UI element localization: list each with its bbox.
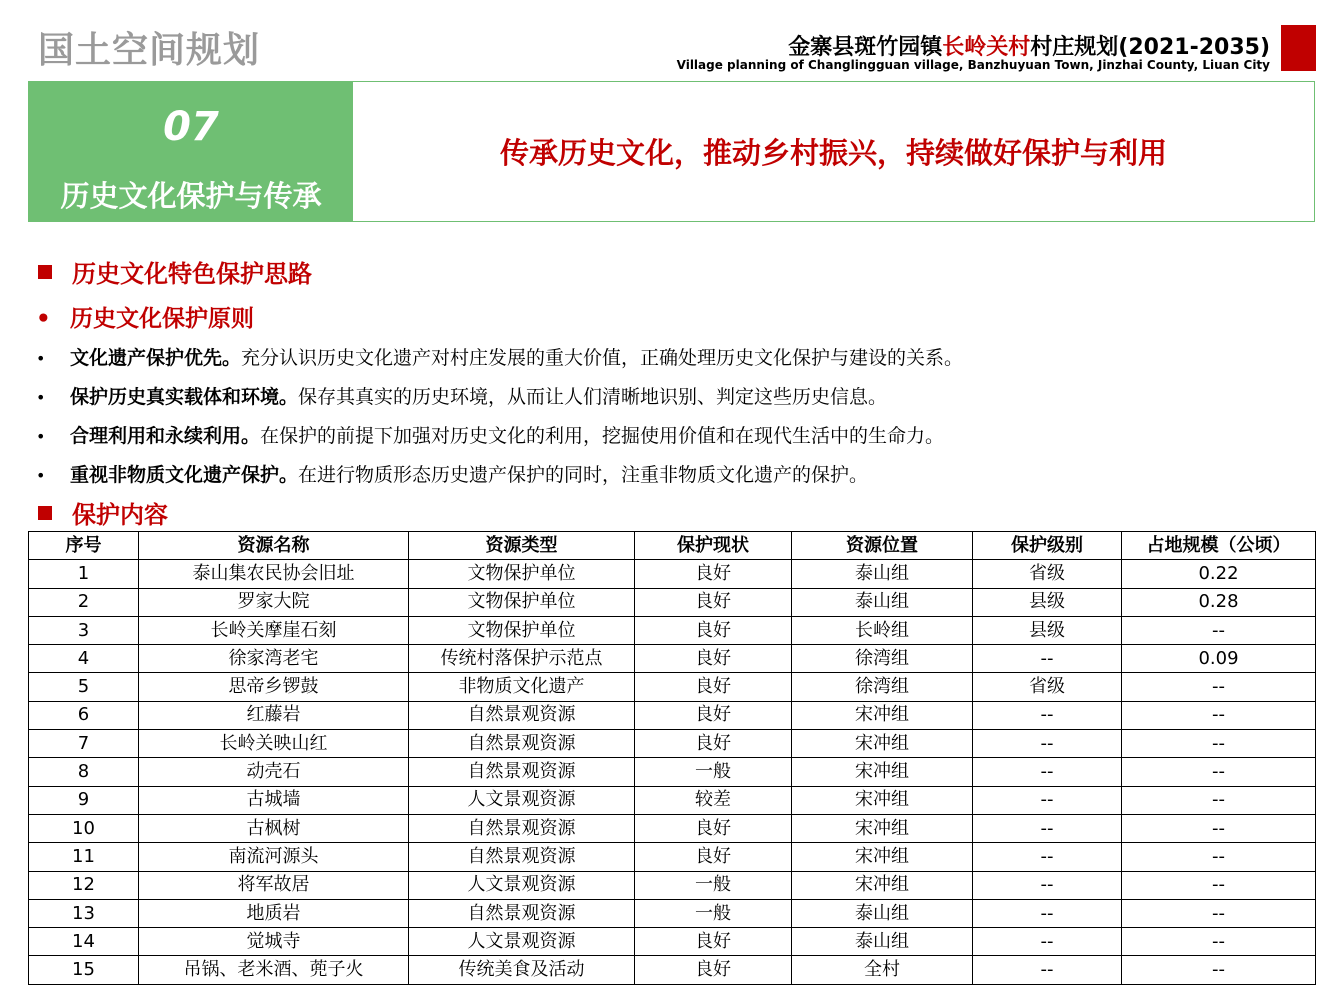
table-row	[29, 616, 1316, 644]
cell-status: 良好	[635, 730, 792, 758]
principle-text: 充分认识历史文化遗产对村庄发展的重大价值，正确处理历史文化保护与建设的关系。	[241, 347, 964, 369]
cell-status: 一般	[635, 758, 792, 786]
cell-index: 2	[29, 588, 139, 616]
cell-level: 县级	[973, 588, 1122, 616]
plan-subtitle: Village planning of Changlingguan village, Banzhuyuan Town, Jinzhai County, Liuan City	[676, 58, 1270, 72]
principle-title: 保护历史真实载体和环境。	[70, 386, 299, 408]
cell-status: 良好	[635, 701, 792, 729]
plan-title-village: 长岭关村	[942, 35, 1031, 60]
col-header: 资源名称	[139, 532, 409, 560]
cell-type: 人文景观资源	[409, 928, 635, 956]
table-row	[29, 588, 1316, 616]
table-row	[29, 673, 1316, 701]
cell-location: 泰山组	[792, 928, 973, 956]
cell-level: --	[973, 645, 1122, 673]
table-body	[29, 560, 1316, 984]
cell-index: 3	[29, 616, 139, 644]
cell-name: 泰山集农民协会旧址	[139, 560, 409, 588]
cell-index: 4	[29, 645, 139, 673]
cell-level: --	[973, 871, 1122, 899]
principle-item	[36, 421, 944, 448]
col-header: 资源类型	[409, 532, 635, 560]
cell-location: 徐湾组	[792, 673, 973, 701]
principle-text: 在保护的前提下加强对历史文化的利用，挖掘使用价值和在现代生活中的生命力。	[260, 425, 945, 447]
cell-name: 长岭关映山红	[139, 730, 409, 758]
table-row	[29, 956, 1316, 984]
cell-location: 宋冲组	[792, 843, 973, 871]
cell-type: 自然景观资源	[409, 814, 635, 842]
cell-location: 泰山组	[792, 560, 973, 588]
cell-status: 一般	[635, 899, 792, 927]
cell-level: --	[973, 701, 1122, 729]
table-row	[29, 730, 1316, 758]
cell-status: 较差	[635, 786, 792, 814]
cell-type: 人文景观资源	[409, 786, 635, 814]
cell-name: 罗家大院	[139, 588, 409, 616]
cell-level: --	[973, 928, 1122, 956]
principle-title: 文化遗产保护优先。	[70, 347, 242, 369]
dot-bullet-icon: •	[36, 466, 46, 485]
cell-type: 人文景观资源	[409, 871, 635, 899]
heading-protection-idea	[38, 254, 312, 289]
table-header-row	[29, 532, 1316, 560]
section-label	[29, 82, 353, 221]
cell-level: --	[973, 814, 1122, 842]
col-header: 保护现状	[635, 532, 792, 560]
cell-location: 泰山组	[792, 588, 973, 616]
cell-index: 15	[29, 956, 139, 984]
section-name: 历史文化保护与传承	[60, 179, 322, 213]
cell-index: 12	[29, 871, 139, 899]
cell-name: 南流河源头	[139, 843, 409, 871]
cell-area: --	[1122, 928, 1316, 956]
cell-area: --	[1122, 814, 1316, 842]
col-header: 资源位置	[792, 532, 973, 560]
cell-area: --	[1122, 616, 1316, 644]
cell-name: 古枫树	[139, 814, 409, 842]
principle-text: 保存其真实的历史环境，从而让人们清晰地识别、判定这些历史信息。	[298, 386, 888, 408]
heading-text: 历史文化特色保护思路	[72, 260, 312, 288]
principle-item	[36, 343, 963, 370]
cell-name: 觉城寺	[139, 928, 409, 956]
brand-title: 国土空间规划	[38, 30, 261, 71]
subheading-principles	[36, 300, 254, 333]
cell-name: 将军故居	[139, 871, 409, 899]
square-bullet-icon	[38, 506, 52, 520]
cell-status: 良好	[635, 616, 792, 644]
plan-title-pre: 金寨县斑竹园镇	[788, 35, 943, 60]
cell-status: 一般	[635, 871, 792, 899]
cell-location: 宋冲组	[792, 871, 973, 899]
section-banner	[28, 81, 1315, 222]
red-accent-block	[1281, 25, 1316, 71]
cell-index: 7	[29, 730, 139, 758]
section-slogan: 传承历史文化，推动乡村振兴，持续做好保护与利用	[499, 136, 1167, 170]
col-header: 保护级别	[973, 532, 1122, 560]
col-header: 序号	[29, 532, 139, 560]
cell-type: 非物质文化遗产	[409, 673, 635, 701]
cell-level: --	[973, 758, 1122, 786]
dot-bullet-icon: •	[36, 349, 46, 368]
section-number: 07	[163, 104, 219, 150]
cell-name: 思帝乡锣鼓	[139, 673, 409, 701]
dot-bullet-icon: •	[36, 388, 46, 407]
cell-area: --	[1122, 899, 1316, 927]
cell-location: 宋冲组	[792, 701, 973, 729]
cell-index: 9	[29, 786, 139, 814]
cell-area: --	[1122, 843, 1316, 871]
principle-title: 合理利用和永续利用。	[70, 425, 261, 447]
cell-level: --	[973, 786, 1122, 814]
cell-index: 10	[29, 814, 139, 842]
table-row	[29, 928, 1316, 956]
cell-index: 11	[29, 843, 139, 871]
cell-type: 传统村落保护示范点	[409, 645, 635, 673]
cell-status: 良好	[635, 928, 792, 956]
heading-protection-content	[38, 495, 168, 530]
table-row	[29, 871, 1316, 899]
heading-text: 保护内容	[72, 501, 168, 529]
table-row	[29, 701, 1316, 729]
cell-location: 宋冲组	[792, 730, 973, 758]
cell-name: 吊锅、老米酒、蔸子火	[139, 956, 409, 984]
cell-type: 传统美食及活动	[409, 956, 635, 984]
cell-type: 自然景观资源	[409, 758, 635, 786]
cell-location: 宋冲组	[792, 786, 973, 814]
cell-name: 长岭关摩崖石刻	[139, 616, 409, 644]
cell-location: 全村	[792, 956, 973, 984]
cell-level: 县级	[973, 616, 1122, 644]
cell-name: 徐家湾老宅	[139, 645, 409, 673]
principle-text: 在进行物质形态历史遗产保护的同时，注重非物质文化遗产的保护。	[298, 464, 869, 486]
principle-title: 重视非物质文化遗产保护。	[70, 464, 299, 486]
table-row	[29, 786, 1316, 814]
cell-area: --	[1122, 871, 1316, 899]
cell-level: --	[973, 843, 1122, 871]
subheading-text: 历史文化保护原则	[70, 306, 254, 332]
cell-status: 良好	[635, 814, 792, 842]
table-row	[29, 814, 1316, 842]
cell-area: 0.28	[1122, 588, 1316, 616]
cell-area: 0.22	[1122, 560, 1316, 588]
cell-index: 5	[29, 673, 139, 701]
cell-type: 自然景观资源	[409, 899, 635, 927]
table-row	[29, 843, 1316, 871]
cell-area: --	[1122, 701, 1316, 729]
cell-area: --	[1122, 758, 1316, 786]
table-row	[29, 758, 1316, 786]
cell-name: 动壳石	[139, 758, 409, 786]
cell-level: 省级	[973, 673, 1122, 701]
cell-status: 良好	[635, 956, 792, 984]
square-bullet-icon	[38, 265, 52, 279]
cell-index: 13	[29, 899, 139, 927]
cell-index: 14	[29, 928, 139, 956]
cell-type: 文物保护单位	[409, 560, 635, 588]
cell-type: 自然景观资源	[409, 730, 635, 758]
dot-bullet-icon: •	[36, 306, 51, 332]
cell-area: --	[1122, 786, 1316, 814]
cell-level: --	[973, 956, 1122, 984]
cell-status: 良好	[635, 588, 792, 616]
cell-status: 良好	[635, 843, 792, 871]
cell-location: 泰山组	[792, 899, 973, 927]
cell-location: 宋冲组	[792, 814, 973, 842]
plan-title	[788, 30, 1270, 61]
cell-area: --	[1122, 730, 1316, 758]
resource-table	[28, 531, 1316, 985]
cell-index: 8	[29, 758, 139, 786]
dot-bullet-icon: •	[36, 427, 46, 446]
cell-type: 文物保护单位	[409, 616, 635, 644]
cell-index: 6	[29, 701, 139, 729]
cell-type: 文物保护单位	[409, 588, 635, 616]
cell-area: 0.09	[1122, 645, 1316, 673]
cell-name: 红藤岩	[139, 701, 409, 729]
cell-area: --	[1122, 956, 1316, 984]
cell-level: --	[973, 730, 1122, 758]
principle-item	[36, 382, 887, 409]
principle-item	[36, 460, 868, 487]
cell-name: 古城墙	[139, 786, 409, 814]
cell-location: 徐湾组	[792, 645, 973, 673]
cell-area: --	[1122, 673, 1316, 701]
cell-location: 宋冲组	[792, 758, 973, 786]
table-row	[29, 645, 1316, 673]
cell-level: --	[973, 899, 1122, 927]
cell-status: 良好	[635, 560, 792, 588]
table-row	[29, 560, 1316, 588]
cell-status: 良好	[635, 673, 792, 701]
cell-location: 长岭组	[792, 616, 973, 644]
cell-name: 地质岩	[139, 899, 409, 927]
cell-index: 1	[29, 560, 139, 588]
cell-type: 自然景观资源	[409, 701, 635, 729]
cell-type: 自然景观资源	[409, 843, 635, 871]
table-row	[29, 899, 1316, 927]
col-header: 占地规模（公顷）	[1122, 532, 1316, 560]
cell-level: 省级	[973, 560, 1122, 588]
cell-status: 良好	[635, 645, 792, 673]
plan-title-post: 村庄规划(2021-2035)	[1030, 35, 1270, 60]
